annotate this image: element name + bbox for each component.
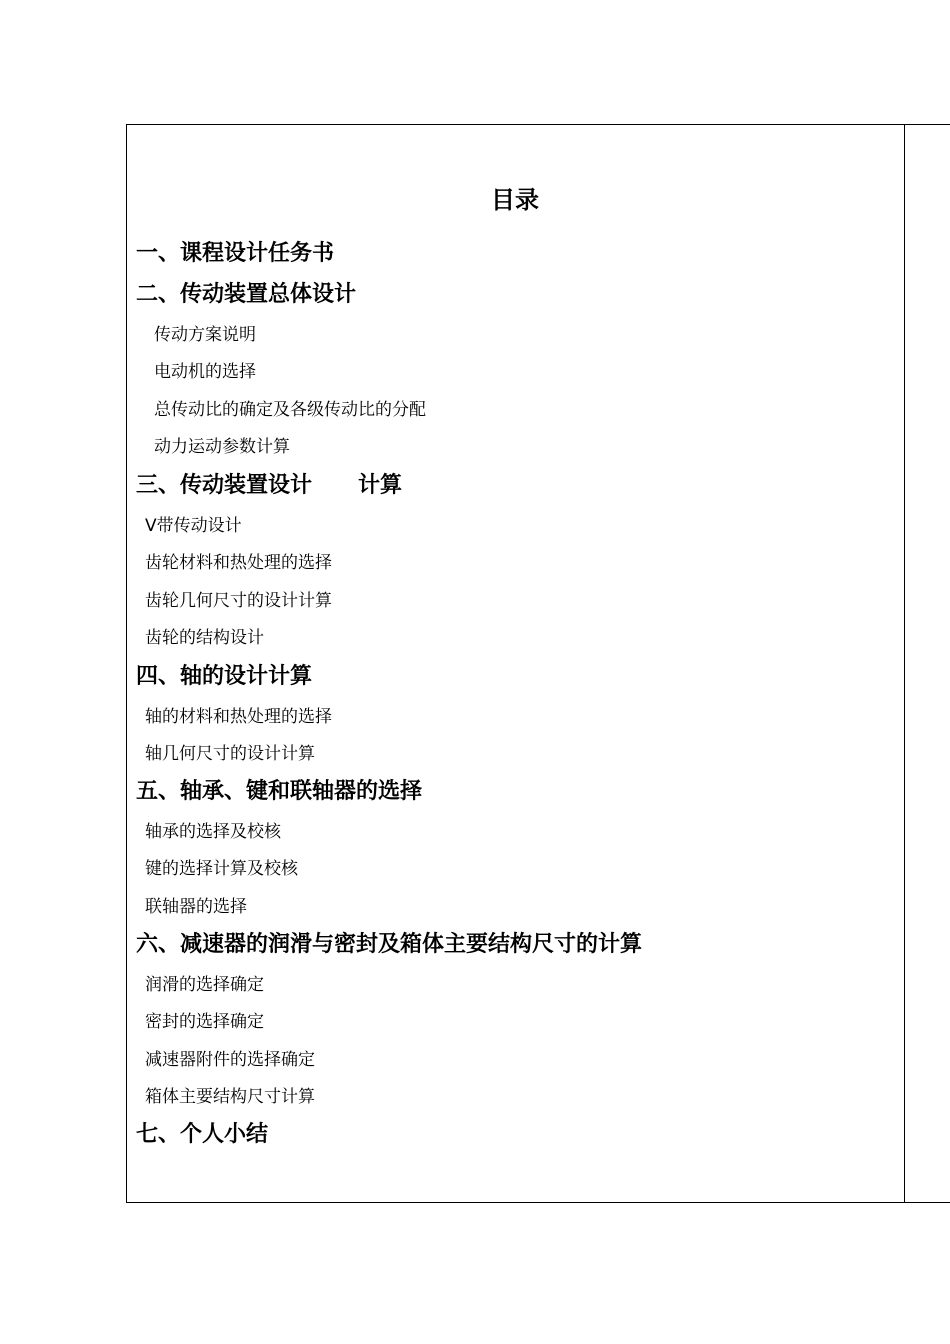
section-heading-3: 三、传动装置设计 计算 [136,473,402,498]
toc-item: 齿轮几何尺寸的设计计算 [145,591,332,611]
toc-item: 联轴器的选择 [145,897,247,917]
toc-item: 轴几何尺寸的设计计算 [145,744,315,764]
toc-item: 轴承的选择及校核 [145,822,281,842]
toc-item: V带传动设计 [145,516,242,536]
section-heading-6: 六、减速器的润滑与密封及箱体主要结构尺寸的计算 [136,932,643,957]
toc-title: 目录 [491,186,539,214]
section-heading-5: 五、轴承、键和联轴器的选择 [136,779,423,804]
toc-item: 密封的选择确定 [145,1012,264,1032]
section-heading-4: 四、轴的设计计算 [136,664,313,689]
toc-item: 箱体主要结构尺寸计算 [145,1087,315,1107]
toc-item: 总传动比的确定及各级传动比的分配 [154,400,426,420]
toc-item: 减速器附件的选择确定 [145,1050,315,1070]
toc-item: 齿轮材料和热处理的选择 [145,553,332,573]
section-heading-7: 七、个人小结 [136,1122,269,1147]
toc-item: 动力运动参数计算 [154,437,290,457]
section-heading-1: 一、课程设计任务书 [136,241,335,266]
toc-item: 传动方案说明 [154,325,256,345]
toc-item: 齿轮的结构设计 [145,628,264,648]
section-heading-2: 二、传动装置总体设计 [136,282,357,307]
toc-item: 键的选择计算及校核 [145,859,298,879]
toc-item: 电动机的选择 [154,362,256,382]
toc-item: 轴的材料和热处理的选择 [145,707,332,727]
toc-item: 润滑的选择确定 [145,975,264,995]
frame-divider [904,124,905,1203]
